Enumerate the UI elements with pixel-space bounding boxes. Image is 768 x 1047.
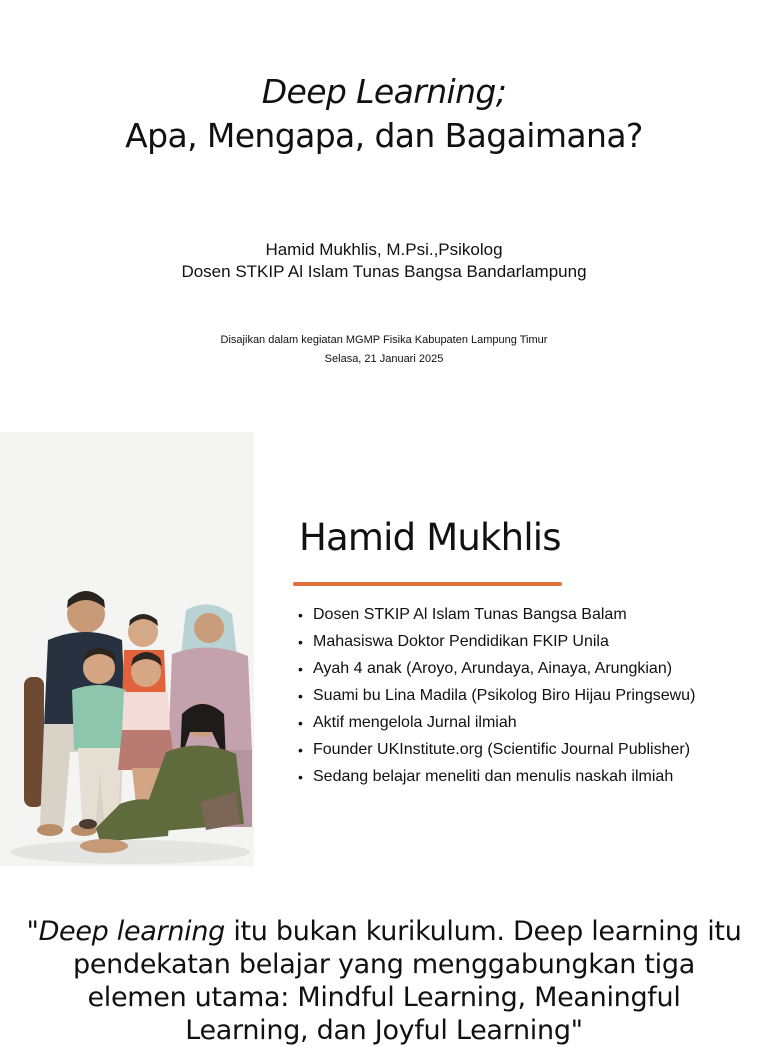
- quote-text: [24, 915, 744, 1047]
- bullet-item: • Mahasiswa Doktor Pendidikan FKIP Unila: [298, 631, 695, 658]
- profile-name: Hamid Mukhlis: [299, 516, 561, 559]
- quote-body: itu bukan kurikulum. Deep learning itu pendekatan belajar yang menggabungkan tiga elemen utama: Mindful Learning, Meaningful Learning, dan Joyful Learning": [73, 916, 742, 1046]
- event-line: Disajikan dalam kegiatan MGMP Fisika Kabupaten Lampung Timur: [220, 334, 548, 346]
- accent-divider: [293, 582, 562, 586]
- author-role: Dosen STKIP Al Islam Tunas Bangsa Bandarlampung: [181, 262, 587, 281]
- quote-italic-term: Deep learning: [38, 916, 226, 947]
- title-slide: [0, 0, 768, 410]
- bullet-item: • Ayah 4 anak (Aroyo, Arundaya, Ainaya, Arungkian): [298, 658, 695, 685]
- bullet-item: • Aktif mengelola Jurnal ilmiah: [298, 712, 695, 739]
- quote-open-mark: ": [26, 916, 39, 947]
- bullet-item: • Suami bu Lina Madila (Psikolog Biro Hijau Pringsewu): [298, 685, 695, 712]
- bullet-item: • Dosen STKIP Al Islam Tunas Bangsa Balam: [298, 604, 695, 631]
- event-date: Selasa, 21 Januari 2025: [324, 353, 444, 365]
- quote-slide: [0, 898, 768, 1046]
- profile-bullet-list: [298, 604, 695, 793]
- profile-slide: [0, 432, 768, 866]
- bullet-item: • Founder UKInstitute.org (Scientific Journal Publisher): [298, 739, 695, 766]
- author-name: Hamid Mukhlis, M.Psi.,Psikolog: [265, 240, 503, 259]
- title-line-2: Apa, Mengapa, dan Bagaimana?: [125, 116, 643, 155]
- bullet-item: • Sedang belajar meneliti dan menulis naskah ilmiah: [298, 766, 695, 793]
- family-photo: [0, 432, 254, 866]
- title-line-1: Deep Learning;: [261, 72, 507, 111]
